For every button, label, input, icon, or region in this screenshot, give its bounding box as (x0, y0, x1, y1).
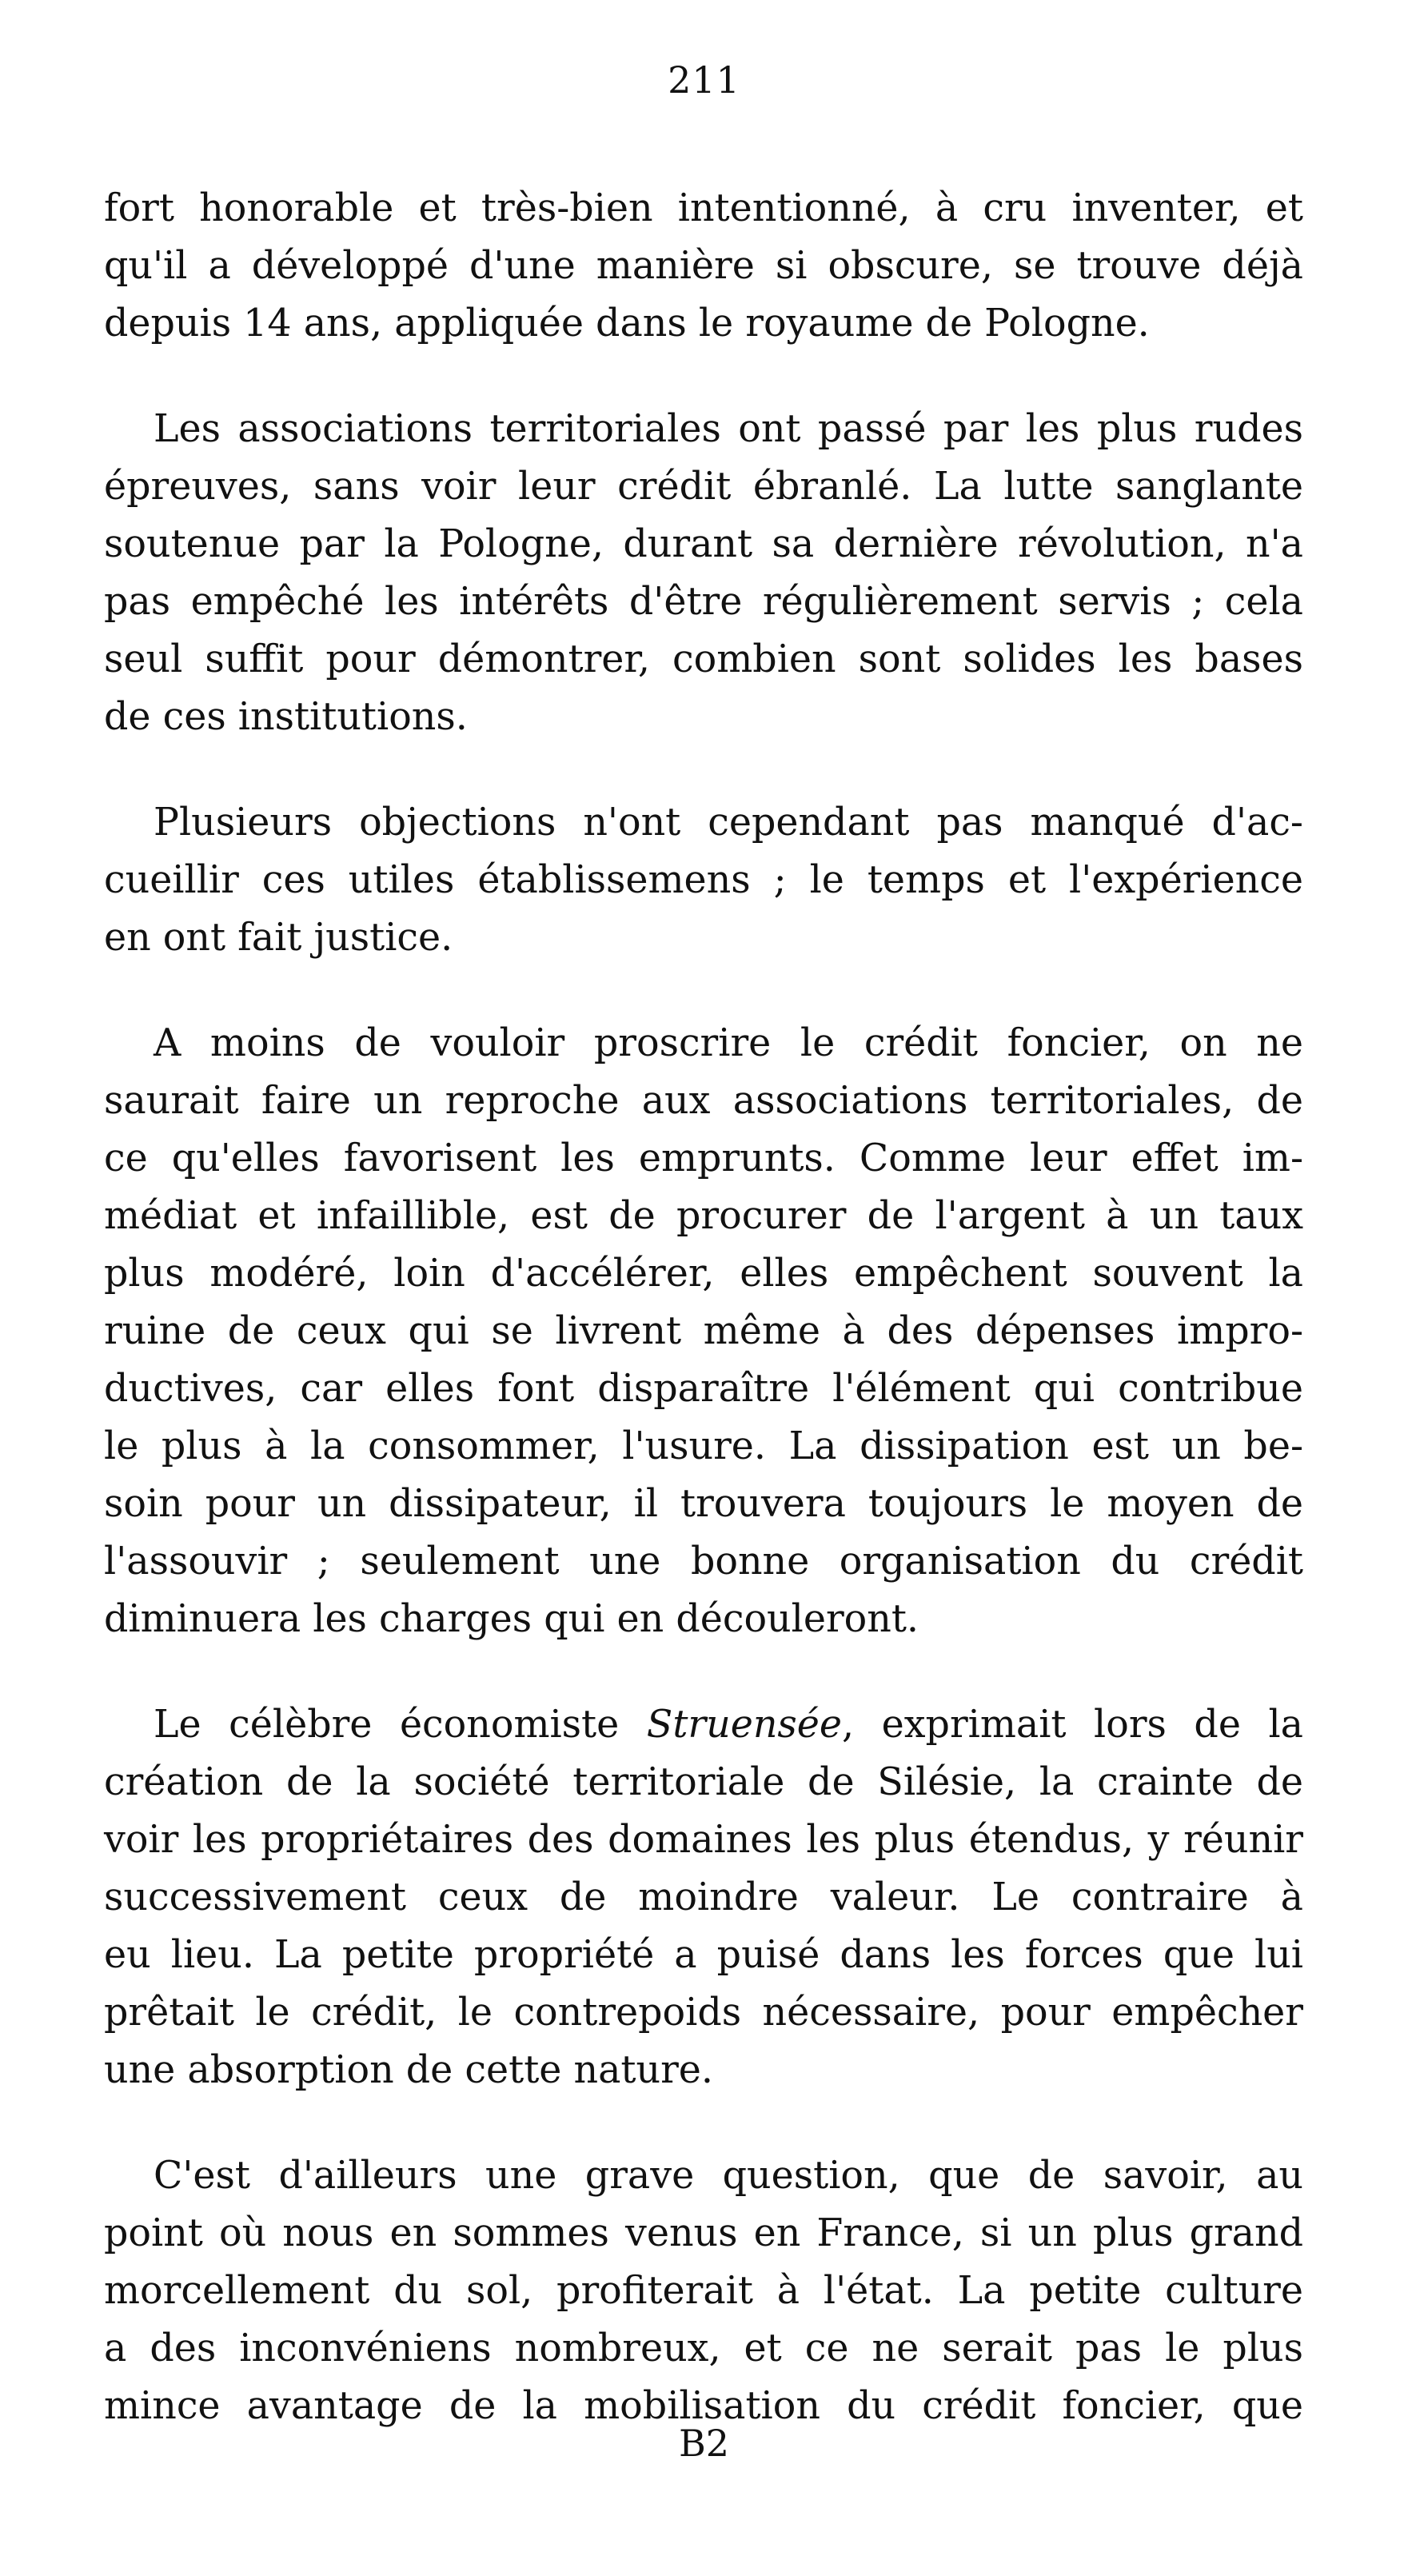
paragraph-3 (104, 794, 1303, 967)
text-line: soin pour un dissipateur, il trouvera toujours le moyen de (104, 1482, 1303, 1526)
text-line: épreuves, sans voir leur crédit ébranlé. La lutte sanglante (104, 465, 1303, 509)
text-line: point où nous en sommes venus en France, si un plus grand (104, 2211, 1303, 2255)
text-line: fort honorable et très-bien intentionné, à cru inventer, et (104, 186, 1303, 230)
name-struensee: Struensée (646, 1703, 843, 1747)
text-line: successivement ceux de moindre valeur. Le contraire à (104, 1875, 1303, 1919)
text-line: C'est d'ailleurs une grave question, que de savoir, au (154, 2154, 1303, 2198)
text-line: a des inconvéniens nombreux, et ce ne serait pas le plus (104, 2326, 1303, 2370)
text-line: ruine de ceux qui se livrent même à des dépenses impro- (104, 1309, 1303, 1353)
text-line: saurait faire un reproche aux associations territoriales, de (104, 1079, 1303, 1123)
text-line: Les associations territoriales ont passé par les plus rudes (154, 407, 1303, 451)
text-line: médiat et infaillible, est de procurer de l'argent à un taux (104, 1194, 1303, 1238)
text-line: soutenue par la Pologne, durant sa dernière révolution, n'a (104, 522, 1303, 566)
text-line: qu'il a développé d'une manière si obscure, se trouve déjà (104, 244, 1303, 288)
text-line: l'assouvir ; seulement une bonne organisation du crédit (104, 1540, 1303, 1584)
signature-mark: B2 (678, 2422, 730, 2465)
text-line: morcellement du sol, profiterait à l'état. La petite culture (104, 2269, 1303, 2313)
text-line: ductives, car elles font disparaître l'élément qui contribue (104, 1367, 1303, 1411)
text-line: ce qu'elles favorisent les emprunts. Comme leur effet im- (104, 1136, 1303, 1180)
text-line: diminuera les charges qui en découleront. (104, 1597, 919, 1641)
text-line: pas empêché les intérêts d'être régulièrement servis ; cela (104, 580, 1303, 624)
paragraph-2 (104, 401, 1303, 746)
page-number: 211 (668, 58, 740, 102)
text-line: cueillir ces utiles établissemens ; le temps et l'expérience (104, 858, 1303, 902)
paragraph-5 (104, 1696, 1303, 2099)
text-line: depuis 14 ans, appliquée dans le royaume de Pologne. (104, 302, 1150, 345)
text-line: seul suffit pour démontrer, combien sont solides les bases (104, 637, 1303, 681)
text-line: eu lieu. La petite propriété a puisé dans les forces que lui (104, 1933, 1303, 1977)
text-line: mince avantage de la mobilisation du crédit foncier, que (104, 2384, 1303, 2428)
paragraph-6 (104, 2147, 1303, 2435)
paragraph-1 (104, 180, 1303, 353)
text-line (104, 1696, 1303, 1754)
text-line: une absorption de cette nature. (104, 2048, 713, 2092)
text-fragment: Le célèbre économiste (154, 1703, 647, 1747)
text-line: prêtait le crédit, le contrepoids nécessaire, pour empêcher (104, 1991, 1303, 2035)
text-line: création de la société territoriale de Silésie, la crainte de (104, 1760, 1303, 1804)
text-line: le plus à la consommer, l'usure. La dissipation est un be- (104, 1424, 1303, 1468)
text-line: en ont fait justice. (104, 916, 453, 960)
body-text (104, 180, 1303, 2435)
text-line: A moins de vouloir proscrire le crédit foncier, on ne (154, 1021, 1303, 1065)
paragraph-4 (104, 1015, 1303, 1648)
text-line: de ces institutions. (104, 695, 468, 739)
text-line: voir les propriétaires des domaines les plus étendus, y réunir (104, 1818, 1303, 1862)
text-fragment: , exprimait lors de la (842, 1703, 1303, 1747)
text-line: plus modéré, loin d'accélérer, elles empêchent souvent la (104, 1252, 1303, 1296)
text-line: Plusieurs objections n'ont cependant pas manqué d'ac- (154, 801, 1303, 845)
